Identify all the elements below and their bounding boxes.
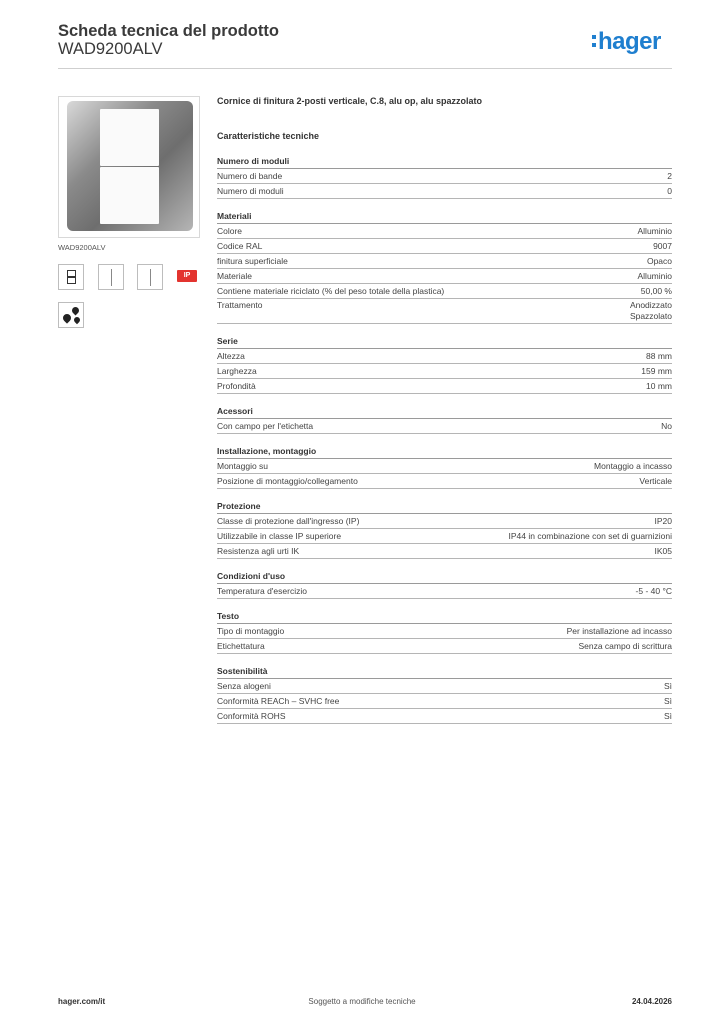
spec-group-title: Installazione, montaggio <box>217 444 672 459</box>
spec-group <box>217 664 672 724</box>
spec-value: Sì <box>663 711 672 721</box>
spec-row <box>217 379 672 394</box>
spec-value: Verticale <box>639 476 672 486</box>
vertical-line-icon <box>137 264 163 290</box>
spec-group <box>217 404 672 434</box>
spec-group <box>217 444 672 489</box>
spec-row <box>217 299 672 324</box>
spec-label: finitura superficiale <box>217 256 288 266</box>
spec-group <box>217 334 672 394</box>
spec-row <box>217 709 672 724</box>
spec-label: Montaggio su <box>217 461 269 471</box>
spec-group-title: Testo <box>217 609 672 624</box>
spec-row <box>217 474 672 489</box>
spec-row <box>217 679 672 694</box>
spec-value: 10 mm <box>646 381 672 391</box>
product-code: WAD9200ALV <box>58 40 163 58</box>
spec-value: Alluminio <box>637 271 672 281</box>
header-divider <box>58 68 672 69</box>
spec-group-title: Numero di moduli <box>217 154 672 169</box>
spec-value: 159 mm <box>641 366 672 376</box>
spec-value: No <box>661 421 672 431</box>
frame-picture <box>67 101 193 231</box>
spec-value: IP20 <box>654 516 672 526</box>
spec-group-title: Sostenibilità <box>217 664 672 679</box>
spec-row <box>217 639 672 654</box>
spec-label: Posizione di montaggio/collegamento <box>217 476 358 486</box>
hager-logo <box>592 28 661 56</box>
spec-row <box>217 624 672 639</box>
spec-label: Numero di bande <box>217 171 283 181</box>
spec-value: Alluminio <box>637 226 672 236</box>
spec-label: Conformità ROHS <box>217 711 286 721</box>
spec-row <box>217 544 672 559</box>
spec-label: Numero di moduli <box>217 186 284 196</box>
spec-row <box>217 269 672 284</box>
module-count-icon <box>58 264 84 290</box>
spec-value: IP44 in combinazione con set di guarnizioni <box>508 531 672 541</box>
specs-table <box>217 129 672 734</box>
footer-date: 24.04.2026 <box>631 997 672 1006</box>
spec-label: Utilizzabile in classe IP superiore <box>217 531 342 541</box>
specs-heading: Caratteristiche tecniche <box>217 131 320 141</box>
spec-value: -5 - 40 °C <box>635 586 672 596</box>
frame-opening-top <box>100 109 159 166</box>
spec-value: Sì <box>663 681 672 691</box>
spec-label: Conformità REACh – SVHC free <box>217 696 340 706</box>
spec-value: 2 <box>667 171 672 181</box>
spec-row <box>217 584 672 599</box>
spec-row <box>217 529 672 544</box>
product-description: Cornice di finitura 2-posti verticale, C.8, alu op, alu spazzolato <box>217 96 483 106</box>
spec-value: Per installazione ad incasso <box>566 626 672 636</box>
spec-group <box>217 154 672 199</box>
ip-badge-icon: IP <box>177 270 197 282</box>
spec-row <box>217 364 672 379</box>
spec-value: Senza campo di scrittura <box>578 641 672 651</box>
spec-value: Opaco <box>646 256 672 266</box>
spec-value: 88 mm <box>646 351 672 361</box>
spec-label: Tipo di montaggio <box>217 626 285 636</box>
spec-row <box>217 349 672 364</box>
spec-label: Trattamento <box>217 300 263 310</box>
spec-label: Materiale <box>217 271 252 281</box>
spec-group <box>217 209 672 324</box>
spec-value: Sì <box>663 696 672 706</box>
spec-row <box>217 694 672 709</box>
spec-label: Colore <box>217 226 243 236</box>
spec-row <box>217 169 672 184</box>
footer-website: hager.com/it <box>58 997 106 1006</box>
spec-row <box>217 284 672 299</box>
spec-row <box>217 254 672 269</box>
spec-label: Codice RAL <box>217 241 263 251</box>
spec-row <box>217 514 672 529</box>
spec-row <box>217 184 672 199</box>
spec-label: Profondità <box>217 381 256 391</box>
spec-label: Temperatura d'esercizio <box>217 586 307 596</box>
spec-value: 0 <box>667 186 672 196</box>
spec-row <box>217 239 672 254</box>
spec-label: Classe di protezione dall'ingresso (IP) <box>217 516 360 526</box>
spec-value: IK05 <box>654 546 672 556</box>
spec-label: Larghezza <box>217 366 257 376</box>
product-image <box>58 96 200 238</box>
spec-group-title: Protezione <box>217 499 672 514</box>
spec-label: Etichettatura <box>217 641 265 651</box>
spec-label: Con campo per l'etichetta <box>217 421 314 431</box>
spec-row <box>217 459 672 474</box>
spec-label: Contiene materiale riciclato (% del peso totale della plastica) <box>217 286 445 296</box>
logo-dots-icon <box>592 32 596 50</box>
spec-row <box>217 419 672 434</box>
vertical-line-icon <box>98 264 124 290</box>
spec-value: 50,00 % <box>640 286 672 296</box>
spec-group-title: Acessori <box>217 404 672 419</box>
water-drops-icon <box>58 302 84 328</box>
spec-group-title: Condizioni d'uso <box>217 569 672 584</box>
spec-group <box>217 609 672 654</box>
logo-text: hager <box>598 28 661 55</box>
spec-row <box>217 224 672 239</box>
spec-label: Resistenza agli urti IK <box>217 546 300 556</box>
frame-opening-bottom <box>100 167 159 224</box>
spec-group <box>217 569 672 599</box>
footer-note: Soggetto a modifiche tecniche <box>308 997 416 1006</box>
page-title: Scheda tecnica del prodotto <box>58 22 279 40</box>
product-image-caption: WAD9200ALV <box>58 243 106 252</box>
spec-group-title: Materiali <box>217 209 672 224</box>
spec-value: 9007 <box>653 241 672 251</box>
spec-value: Montaggio a incasso <box>594 461 672 471</box>
spec-value: Anodizzato Spazzolato <box>629 300 672 321</box>
spec-label: Altezza <box>217 351 245 361</box>
spec-label: Senza alogeni <box>217 681 271 691</box>
spec-group-title: Serie <box>217 334 672 349</box>
spec-group <box>217 499 672 559</box>
